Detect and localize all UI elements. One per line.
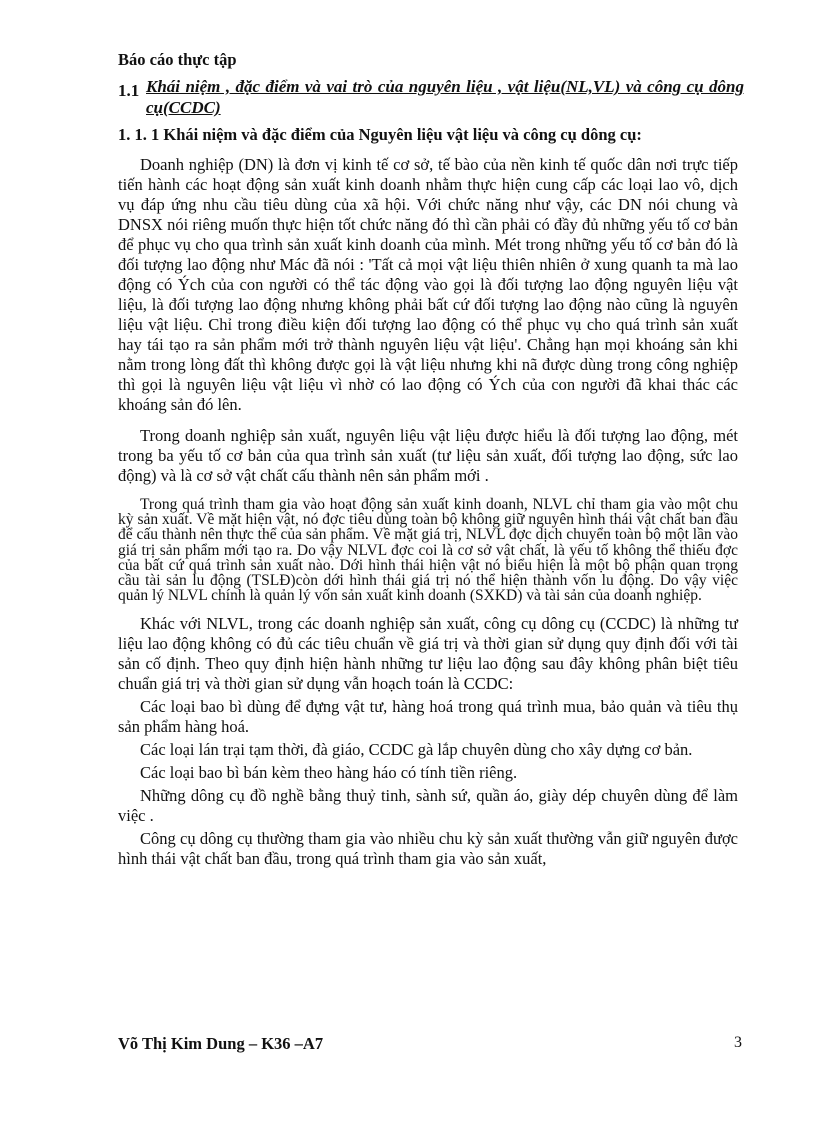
section-number: 1.1 [118,81,140,100]
paragraph-intro: Doanh nghiệp (DN) là đơn vị kinh tế cơ sở, tế bào của nền kinh tế quốc dân nơi trực tiếp tiến hành các hoạt động sản xuất kinh doanh nhằm thực hiện cung cấp các loại lao vô, dịch vụ đáp ứng nhu cầu tiêu dùng của xã hội. Với chức năng như vậy, các DN nói chung và DNSX nói riêng muốn thực hiện tốt chức năng đó thì cần phải có đầy đủ những yếu tố cơ bản để phục vụ cho qua trình sản xuất kinh doanh của mình. Mét trong những yếu tố cơ bản đó là đối tượng lao động như Mác đã nói : 'Tất cả mọi vật liệu thiên nhiên ở xung quanh ta mà lao động có Ých của con người có thể tác động vào gọi là đối tượng lao động nguyên liệu vật liệu, là đối tượng lao động nhưng không phải bất cứ đối tượng lao động nào cũng là nguyên liệu vật liệu. Chỉ trong điều kiện đối tượng lao động có thể phục vụ cho quá trình sản xuất hay tái tạo ra sản phẩm mới trở thành nguyên liệu vật liệu'. Chẳng hạn mọi khoáng sản khi nằm trong lòng đất thì không được gọi là vật liệu nhưng khi nã được dùng trong công nghiệp thì gọi là nguyên liệu vật liệu vì nhờ có lao động có Ých của con người đã khai thác các khoáng sản đó lên. [118,155,738,414]
section-heading [118,76,744,118]
list-item-temporary-structures: Các loại lán trại tạm thời, đà giáo, CCDC gà lắp chuyên dùng cho xây dựng cơ bản. [140,740,693,760]
subsection-heading: 1. 1. 1 Khái niệm và đặc điểm của Nguyên liệu vật liệu và công cụ dông cụ: [118,125,642,144]
page-number: 3 [734,1034,742,1051]
paragraph-characteristics: Trong quá trình tham gia vào hoạt động sản xuất kinh doanh, NLVL chỉ tham gia vào một chu kỳ sản xuất. Về mặt hiện vật, nó đợc tiêu dùng toàn bộ không giữ nguyên hình thái vật chất ban đầu để cấu thành nên thực thể của sản phẩm. Về mặt giá trị, NLVL đợc dịch chuyển toàn bộ một lần vào giá trị sản phẩm mới tạo ra. Do vậy NLVL đợc coi là cơ sở vật chất, là yếu tố không thể thiếu đợc của bất cứ quá trình sản xuất nào. Dới hình thái hiện vật nó biểu hiện là một bộ phận quan trọng cầu tài sản lu động (TSLĐ)còn dới hình thái giá trị nó thể hiện thành vốn lu động. Do vậy việc quản lý NLVL chính là quản lý vốn sản xuất kinh doanh (SXKD) và tài sản của doanh nghiệp. [118,496,738,605]
section-title: Khái niệm , đặc điểm và vai trò của nguyên liệu , vật liệu(NL,VL) và công cụ dông cụ(CCDC) [146,77,744,117]
footer-author: Võ Thị Kim Dung – K36 –A7 [118,1034,324,1053]
paragraph-ccdc-characteristics: Công cụ dông cụ thường tham gia vào nhiều chu kỳ sản xuất thường vẫn giữ nguyên được hình thái vật chất ban đầu, trong quá trình tham gia vào sản xuất, [118,829,738,869]
list-item-packaging: Các loại bao bì dùng để đựng vật tư, hàng hoá trong quá trình mua, bảo quản và tiêu thụ sản phẩm hàng hoá. [118,697,738,737]
paragraph-definition: Trong doanh nghiệp sản xuất, nguyên liệu vật liệu được hiểu là đối tượng lao động, mét trong ba yếu tố cơ bản của qua trình sản xuất (tư liệu sản xuất, đối tượng lao động, sức lao động) và là cơ sở vật chất cấu thành nên sản phẩm mới . [118,426,738,485]
list-item-work-tools: Những dông cụ đồ nghề bằng thuỷ tinh, sành sứ, quần áo, giày dép chuyên dùng để làm việc . [118,786,738,826]
body-text [118,155,738,872]
list-item-sold-packaging: Các loại bao bì bán kèm theo hàng háo có tính tiền riêng. [140,763,518,783]
paragraph-ccdc-definition: Khác với NLVL, trong các doanh nghiệp sản xuất, công cụ dông cụ (CCDC) là những tư liệu lao động không có đủ các tiêu chuẩn về giá trị và thời gian sử dụng quy định đối với tài sản cố định. Theo quy định hiện hành những tư liệu lao động sau đây không phân biệt tiêu chuẩn giá trị và thời gian sử dụng vẫn hoạch toán là CCDC: [118,614,738,694]
report-header: Báo cáo thực tập [118,50,237,69]
